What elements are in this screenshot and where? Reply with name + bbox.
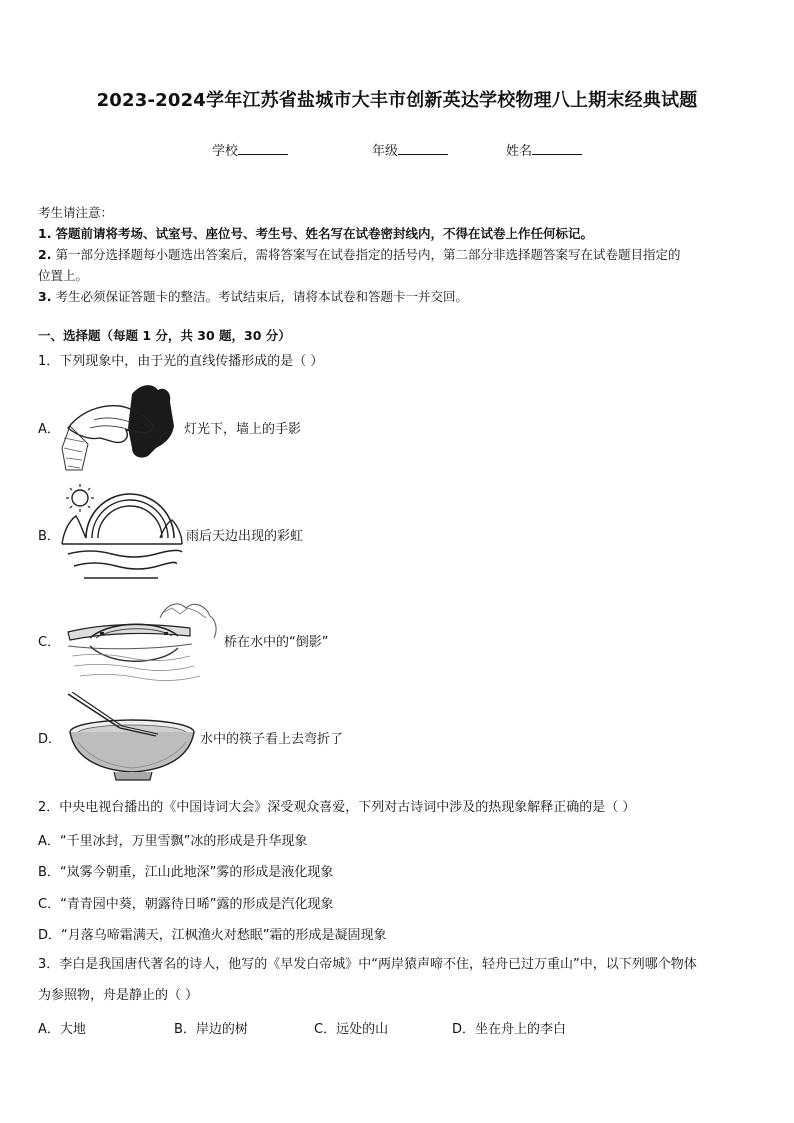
bridge-reflection-icon xyxy=(60,594,220,686)
option-letter: B． xyxy=(38,528,60,544)
q1-option-d[interactable] xyxy=(38,692,343,782)
q3-option-c[interactable]: C．远处的山 xyxy=(314,1022,389,1037)
grade-field[interactable] xyxy=(372,140,448,159)
option-letter: A． xyxy=(38,421,60,437)
q1-option-c[interactable] xyxy=(38,594,328,686)
notice-item: 2. 第一部分选择题每小题选出答案后，需将答案写在试卷指定的括号内，第二部分非选择题答案写在试卷题目指定的 xyxy=(38,247,681,262)
name-blank[interactable] xyxy=(532,142,582,155)
school-field[interactable] xyxy=(212,140,288,159)
q3-option-a[interactable]: A．大地 xyxy=(38,1022,86,1037)
rainbow-icon xyxy=(60,482,184,586)
q2-option-b[interactable]: B．“岚雾今朝重，江山此地深”雾的形成是液化现象 xyxy=(38,865,334,880)
notice-heading: 考生请注意： xyxy=(38,205,114,220)
page-title: 2023-2024学年江苏省盐城市大丰市创新英达学校物理八上期末经典试题 xyxy=(96,90,698,111)
question-3-stem-line1: 3．李白是我国唐代著名的诗人，他写的《早发白帝城》中“两岸猿声啼不住，轻舟已过万重山”中，以下列哪个物体 xyxy=(38,957,697,972)
option-letter: D． xyxy=(38,731,62,747)
chopsticks-bowl-icon xyxy=(60,692,200,782)
notice-item: 1. 答题前请将考场、试室号、座位号、考生号、姓名写在试卷密封线内，不得在试卷上作任何标记。 xyxy=(38,226,593,241)
school-label: 学校 xyxy=(212,144,239,159)
exam-notice xyxy=(38,202,760,307)
q2-option-c[interactable]: C．“青青园中葵，朝露待日晞”露的形成是汽化现象 xyxy=(38,897,334,912)
option-letter: C． xyxy=(38,634,61,650)
question-2-stem: 2．中央电视台播出的《中国诗词大会》深受观众喜爱，下列对古诗词中涉及的热现象解释正确的是（ ） xyxy=(38,800,636,815)
q1-option-a[interactable] xyxy=(38,378,301,476)
q2-option-a[interactable]: A．“千里冰封，万里雪飘”冰的形成是升华现象 xyxy=(38,834,308,849)
grade-label: 年级 xyxy=(372,144,399,159)
option-text: 水中的筷子看上去弯折了 xyxy=(200,731,344,747)
q3-option-d[interactable]: D．坐在舟上的李白 xyxy=(452,1022,567,1037)
section-heading: 一、选择题（每题 1 分，共 30 题，30 分） xyxy=(38,328,291,343)
notice-item: 位置上。 xyxy=(38,268,89,283)
option-text: 灯光下，墙上的手影 xyxy=(184,421,302,437)
school-blank[interactable] xyxy=(238,142,288,155)
option-text: 雨后天边出现的彩虹 xyxy=(186,528,304,544)
option-text: 桥在水中的“倒影” xyxy=(224,634,329,650)
notice-item: 3. 考生必须保证答题卡的整洁。考试结束后，请将本试卷和答题卡一并交回。 xyxy=(38,289,468,304)
name-label: 姓名 xyxy=(506,144,533,159)
name-field[interactable] xyxy=(506,140,582,159)
hand-shadow-icon xyxy=(60,378,178,476)
q3-option-b[interactable]: B．岸边的树 xyxy=(174,1022,248,1037)
question-1-stem: 1．下列现象中，由于光的直线传播形成的是（ ） xyxy=(38,354,324,369)
question-3-stem-line2: 为参照物，舟是静止的（ ） xyxy=(38,988,199,1003)
q2-option-d[interactable]: D．“月落乌啼霜满天，江枫渔火对愁眠”霜的形成是凝固现象 xyxy=(38,928,387,943)
q1-option-b[interactable] xyxy=(38,482,303,586)
grade-blank[interactable] xyxy=(398,142,448,155)
